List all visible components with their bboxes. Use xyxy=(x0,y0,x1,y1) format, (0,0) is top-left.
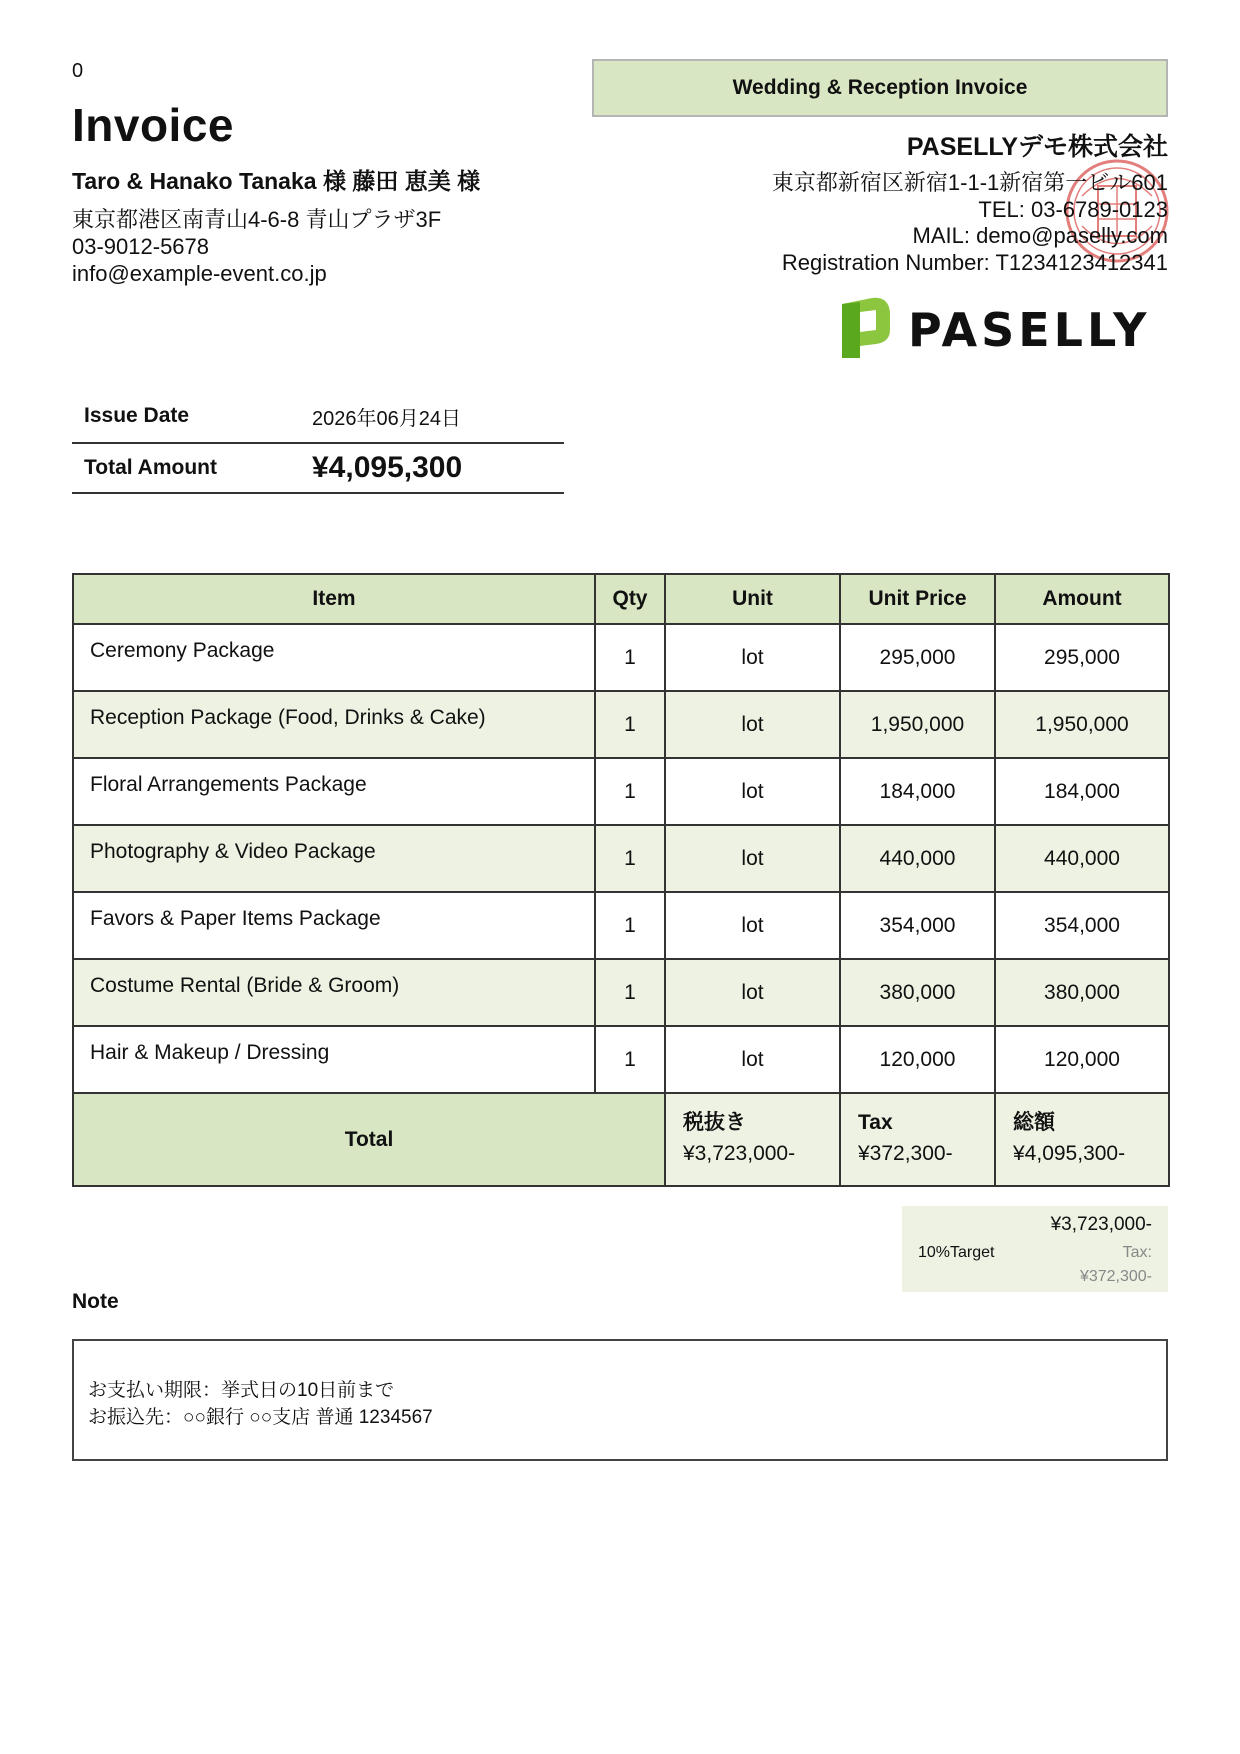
company-info xyxy=(608,132,1168,276)
cell-item: Hair & Makeup / Dressing xyxy=(73,1026,595,1093)
cell-unit-price: 184,000 xyxy=(840,758,995,825)
client-name: Taro & Hanako Tanaka 様 藤田 恵美 様 xyxy=(72,168,481,194)
cell-unit: lot xyxy=(665,691,840,758)
total-amount-row xyxy=(72,444,564,494)
grand-total-cell xyxy=(995,1093,1169,1186)
cell-qty: 1 xyxy=(595,825,665,892)
cell-qty: 1 xyxy=(595,959,665,1026)
cell-amount: 354,000 xyxy=(995,892,1169,959)
company-mail: MAIL: demo@paselly.com xyxy=(912,223,1168,248)
document-number: 0 xyxy=(72,60,84,82)
cell-amount: 440,000 xyxy=(995,825,1169,892)
cell-unit: lot xyxy=(665,758,840,825)
cell-unit-price: 354,000 xyxy=(840,892,995,959)
paselly-logo xyxy=(838,296,1168,358)
cell-unit: lot xyxy=(665,892,840,959)
col-header-unit-price: Unit Price xyxy=(840,574,995,624)
table-header-row xyxy=(73,574,1169,624)
cell-qty: 1 xyxy=(595,624,665,691)
document-type-label: Wedding & Reception Invoice xyxy=(732,76,1028,99)
subtotal-label: 税抜き xyxy=(683,1111,746,1134)
note-line: お支払い期限：挙式日の10日前まで xyxy=(88,1380,395,1401)
tax-target-rate: 10%Target xyxy=(918,1244,995,1261)
cell-qty: 1 xyxy=(595,758,665,825)
cell-item: Photography & Video Package xyxy=(73,825,595,892)
cell-unit: lot xyxy=(665,624,840,691)
cell-qty: 1 xyxy=(595,1026,665,1093)
total-amount-value: ¥4,095,300 xyxy=(312,451,463,484)
cell-item: Reception Package (Food, Drinks & Cake) xyxy=(73,691,595,758)
table-row xyxy=(73,624,1169,691)
note-title: Note xyxy=(72,1290,119,1313)
col-header-amount: Amount xyxy=(995,574,1169,624)
note-line: お振込先：○○銀行 ○○支店 普通 1234567 xyxy=(88,1407,433,1428)
cell-unit: lot xyxy=(665,1026,840,1093)
company-tel: TEL: 03-6789-0123 xyxy=(978,196,1168,222)
issue-date-value: 2026年06月24日 xyxy=(312,407,461,430)
subtotal-cell xyxy=(665,1093,840,1186)
cell-unit-price: 380,000 xyxy=(840,959,995,1026)
cell-unit-price: 1,950,000 xyxy=(840,691,995,758)
client-email: info@example-event.co.jp xyxy=(72,261,327,286)
logo-text: PASELLY xyxy=(908,303,1151,357)
page-title: Invoice xyxy=(72,99,235,151)
totals-label: Total xyxy=(73,1093,665,1186)
cell-item: Costume Rental (Bride & Groom) xyxy=(73,959,595,1026)
tax-breakdown xyxy=(902,1206,1168,1292)
cell-unit: lot xyxy=(665,825,840,892)
col-header-qty: Qty xyxy=(595,574,665,624)
cell-qty: 1 xyxy=(595,691,665,758)
tax-breakdown-label: Tax: xyxy=(1122,1244,1152,1261)
tax-cell xyxy=(840,1093,995,1186)
issue-date-label: Issue Date xyxy=(84,404,190,427)
total-amount-label: Total Amount xyxy=(84,456,217,479)
table-row xyxy=(73,825,1169,892)
paselly-p-icon xyxy=(842,298,890,358)
cell-unit-price: 120,000 xyxy=(840,1026,995,1093)
cell-amount: 184,000 xyxy=(995,758,1169,825)
company-name: PASELLYデモ株式会社 xyxy=(906,133,1168,161)
cell-amount: 380,000 xyxy=(995,959,1169,1026)
issue-date-row xyxy=(72,390,564,444)
cell-amount: 295,000 xyxy=(995,624,1169,691)
table-row xyxy=(73,758,1169,825)
document-type-banner xyxy=(592,59,1168,117)
client-info xyxy=(72,206,441,287)
cell-item: Ceremony Package xyxy=(73,624,595,691)
cell-qty: 1 xyxy=(595,892,665,959)
table-row xyxy=(73,892,1169,959)
tax-base-amount: ¥3,723,000- xyxy=(1050,1214,1152,1235)
company-address: 東京都新宿区新宿1-1-1新宿第一ビル601 xyxy=(771,170,1168,195)
cell-amount: 1,950,000 xyxy=(995,691,1169,758)
cell-unit-price: 440,000 xyxy=(840,825,995,892)
grand-total-value: ¥4,095,300- xyxy=(1013,1142,1126,1165)
cell-amount: 120,000 xyxy=(995,1026,1169,1093)
cell-item: Favors & Paper Items Package xyxy=(73,892,595,959)
cell-unit-price: 295,000 xyxy=(840,624,995,691)
cell-item: Floral Arrangements Package xyxy=(73,758,595,825)
tax-value: ¥372,300- xyxy=(858,1142,953,1165)
subtotal-value: ¥3,723,000- xyxy=(683,1142,796,1165)
client-phone: 03-9012-5678 xyxy=(72,234,210,259)
table-row xyxy=(73,691,1169,758)
tax-breakdown-amount: ¥372,300- xyxy=(1079,1268,1152,1285)
invoice-summary xyxy=(72,390,564,494)
col-header-unit: Unit xyxy=(665,574,840,624)
table-row xyxy=(73,959,1169,1026)
line-items-table xyxy=(72,573,1170,1187)
totals-row xyxy=(73,1093,1169,1186)
col-header-item: Item xyxy=(73,574,595,624)
grand-total-label: 総額 xyxy=(1013,1111,1055,1134)
table-row xyxy=(73,1026,1169,1093)
note-box xyxy=(72,1339,1168,1461)
cell-unit: lot xyxy=(665,959,840,1026)
client-address: 東京都港区南青山4-6-8 青山プラザ3F xyxy=(72,207,442,232)
company-registration: Registration Number: T1234123412341 xyxy=(781,249,1168,275)
tax-label: Tax xyxy=(858,1111,893,1134)
